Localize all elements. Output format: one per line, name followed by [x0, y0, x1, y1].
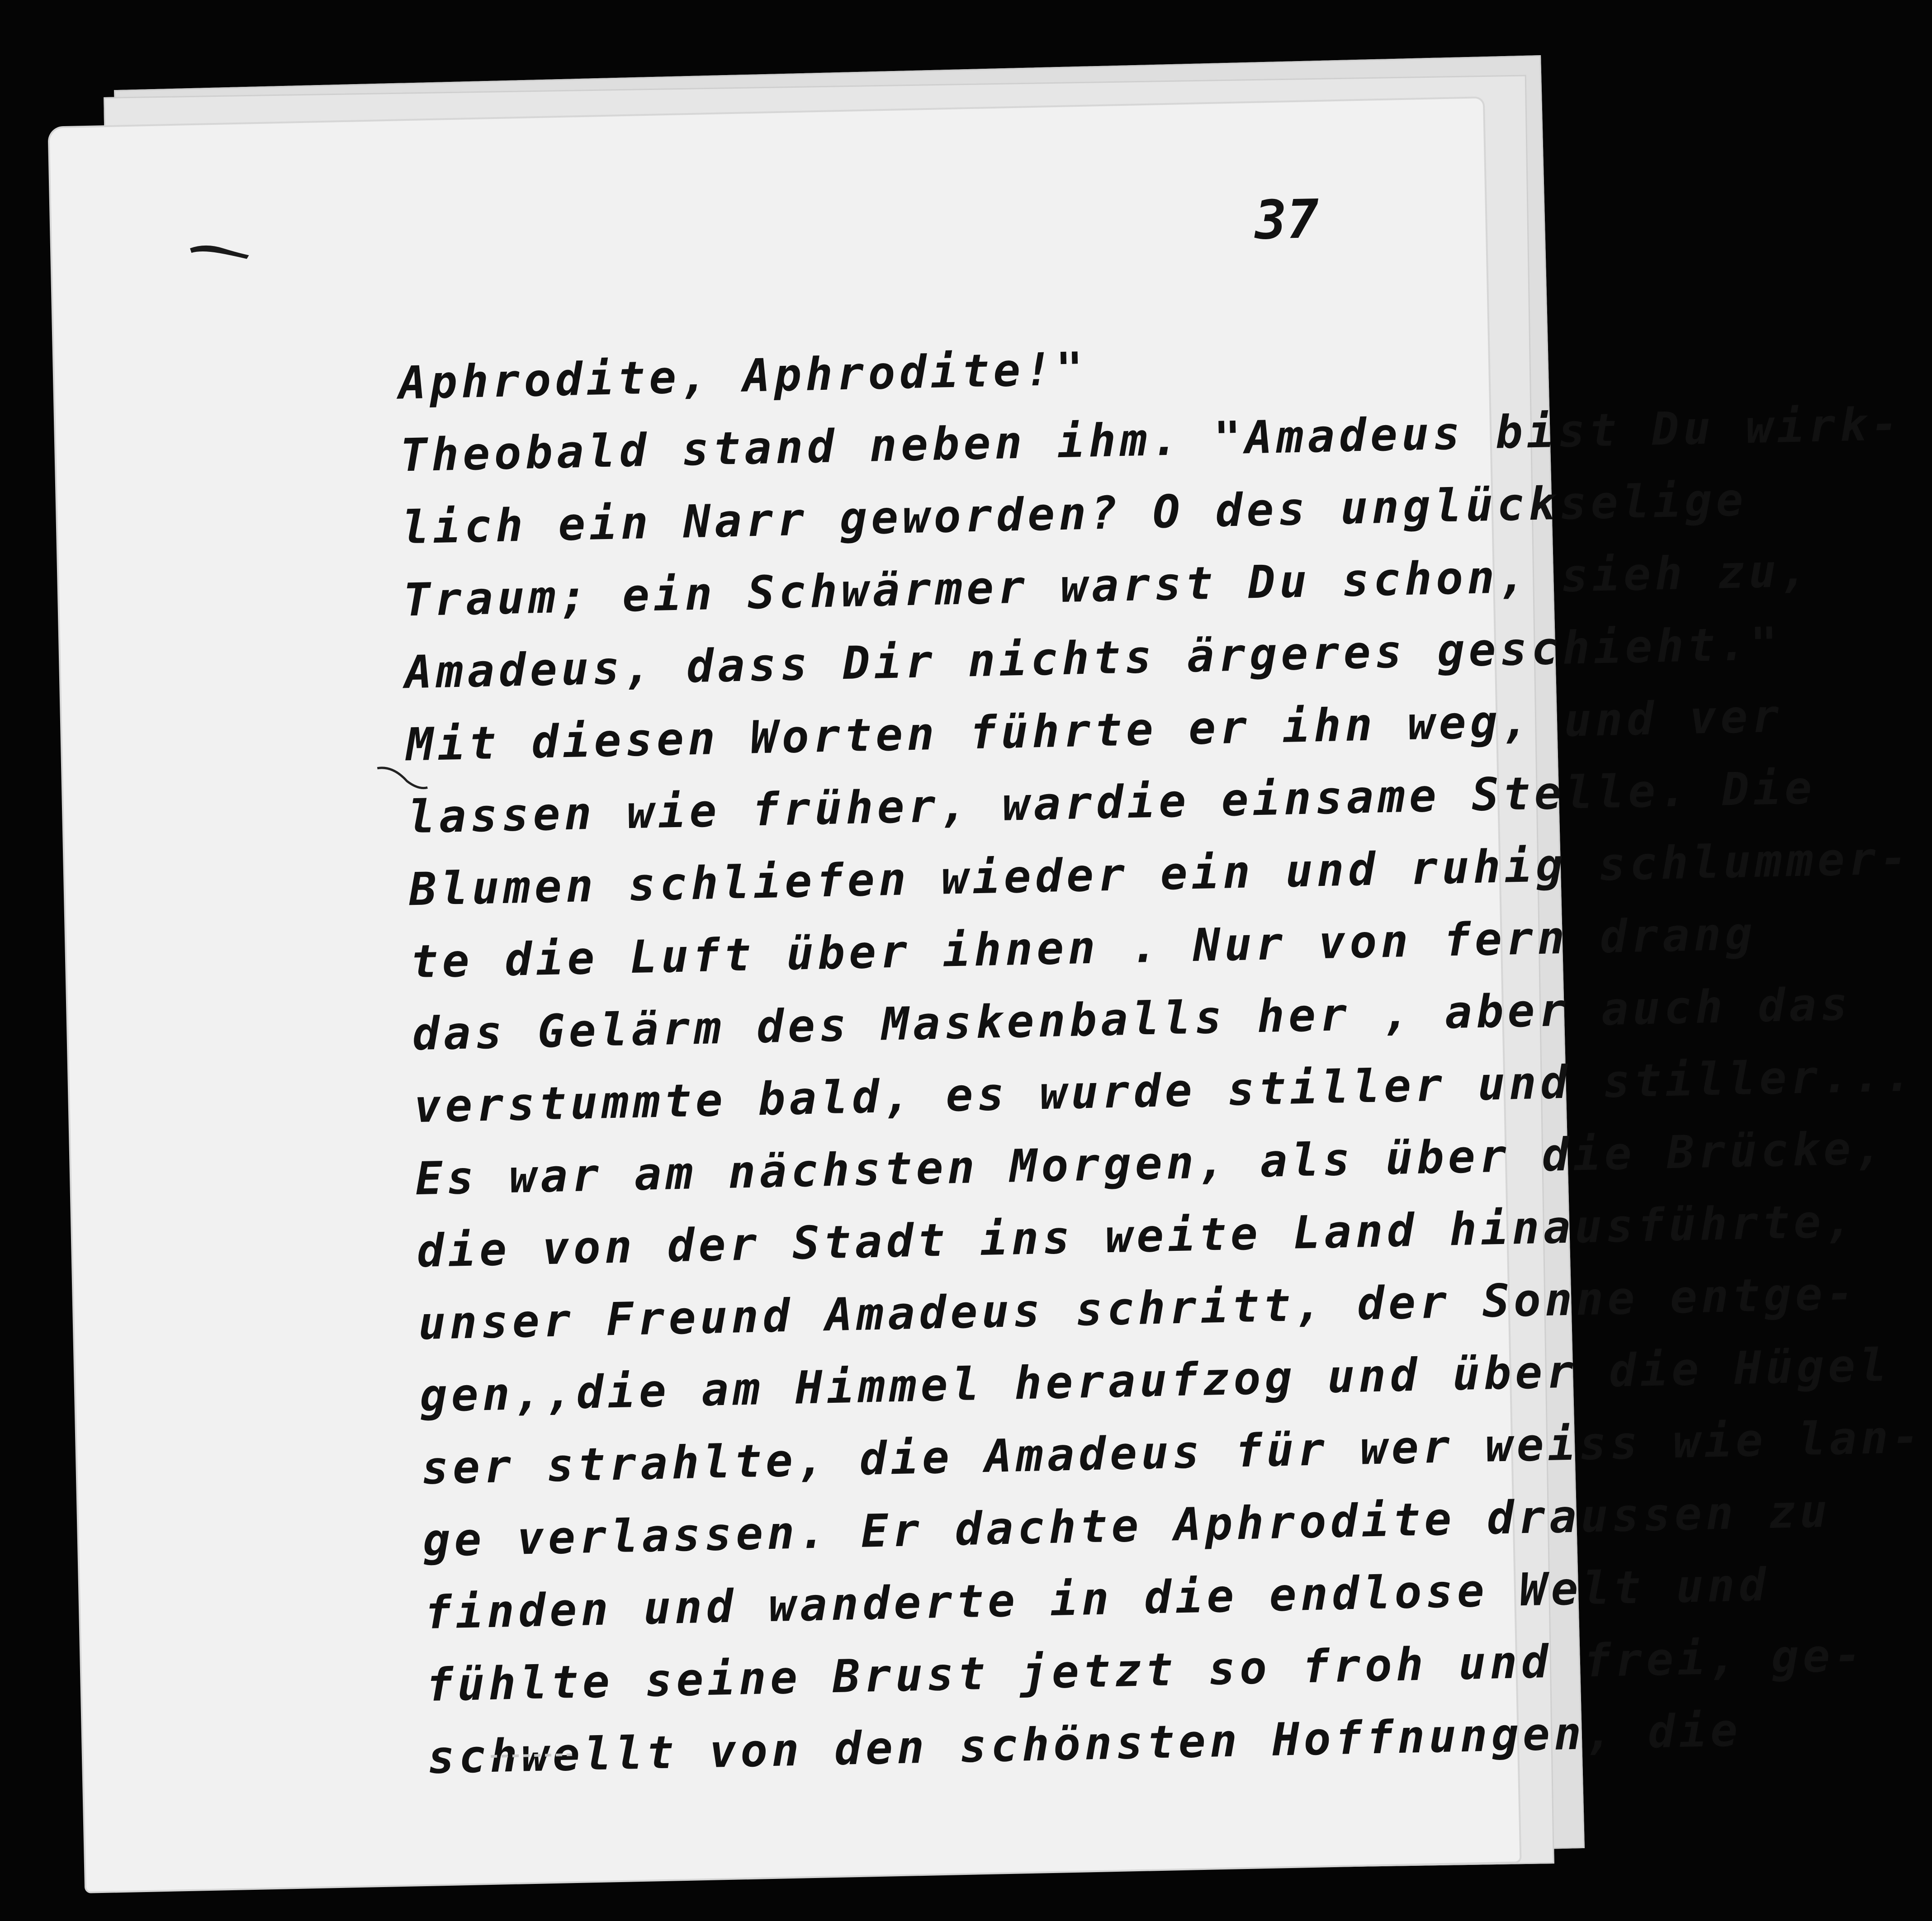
text-line: Theobald stand neben ihm. "Amadeus bist Du wirk-	[399, 397, 1903, 482]
text-line: ser strahlte, die Amadeus für wer weiss wie lan-	[421, 1410, 1924, 1495]
text-line: lassen wie früher, wardie einsame Stelle. Die	[407, 761, 1817, 844]
text-line: Mit diesen Worten führte er ihn weg, und ver	[406, 689, 1784, 771]
text-line: te die Luft über ihnen . Nur von fern drang	[410, 907, 1757, 989]
text-line: unser Freund Amadeus schritt, der Sonne entge-	[417, 1267, 1859, 1350]
ink-smudge-mark	[188, 241, 251, 261]
text-line: gen,,die am Himmel heraufzog und über die Hügel	[419, 1338, 1891, 1423]
text-line: verstummte bald, es wurde stiller und stiller...	[413, 1048, 1917, 1133]
text-line: Traum; ein Schwärmer warst Du schon, sieh zu,	[402, 544, 1812, 627]
text-line: ge verlassen. Er dachte Aphrodite draussen zu	[422, 1484, 1832, 1567]
text-line: Aphrodite, Aphrodite!"	[398, 342, 1088, 410]
text-line: das Gelärm des Maskenballs her , aber auch das	[412, 977, 1852, 1061]
text-line: Es war am nächsten Morgen, als über die Brücke,	[415, 1121, 1887, 1206]
typewritten-page	[50, 98, 1924, 1892]
text-line: finden und wanderte in die endlose Welt und	[424, 1558, 1771, 1639]
text-line: fühlte seine Brust jetzt so froh und frei, ge-	[425, 1628, 1866, 1712]
text-line: lich ein Narr geworden? O des unglückselige	[401, 473, 1748, 554]
page-number: 37	[1254, 187, 1320, 251]
text-line: die von der Stadt ins weite Land hinausführte,	[416, 1194, 1857, 1278]
text-line: schwellt von den schönsten Hoffnungen, die	[426, 1703, 1743, 1784]
text-line: Blumen schliefen wieder ein und ruhig schlummer-	[408, 831, 1912, 916]
typed-text-body	[398, 324, 1924, 1794]
faint-mark	[491, 1746, 582, 1765]
text-line: Amadeus, dass Dir nichts ärgeres geschieht."	[404, 617, 1782, 699]
